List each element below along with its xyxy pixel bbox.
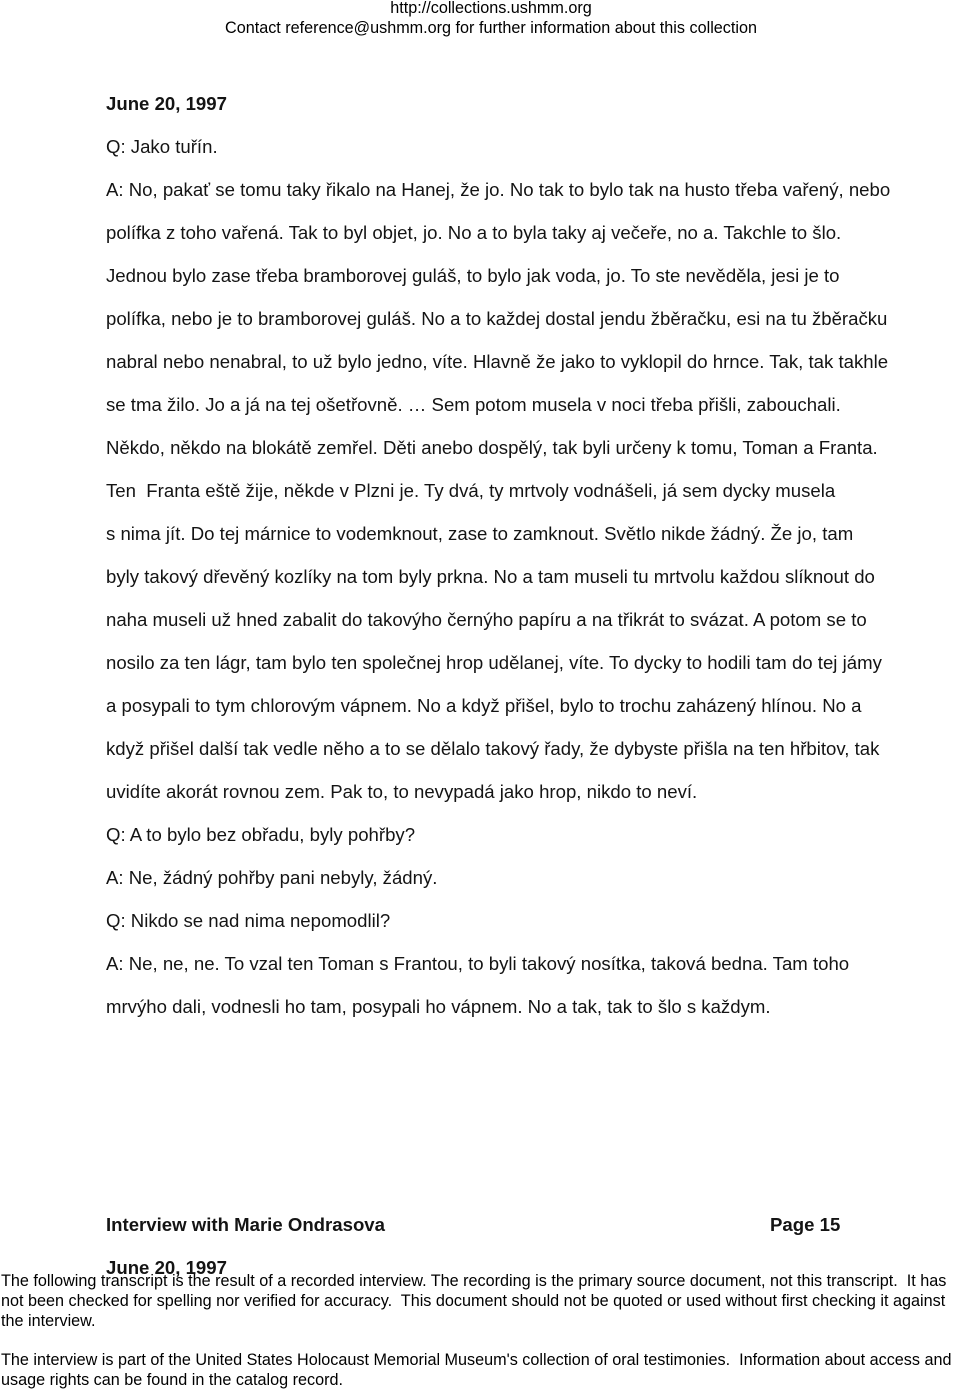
transcript-line: naha museli už hned zabalit do takovýho černýho papíru a na třikrát to svázat. A potom se to (106, 609, 867, 630)
transcript-line: Q: Nikdo se nad nima nepomodlil? (106, 910, 391, 931)
transcript-line: Ten Franta eště žije, někde v Plzni je. Ty dvá, ty mrtvoly vodnášeli, já sem dycky musela (106, 480, 836, 501)
transcript-line: se tma žilo. Jo a já na tej ošetřovně. … Sem potom musela v noci třeba přišli, zabouchali. (106, 394, 841, 415)
transcript-line: Q: Jako tuřín. (106, 136, 218, 157)
interview-title: Interview with Marie Ondrasova (106, 1214, 385, 1235)
transcript-line: A: Ne, ne, ne. To vzal ten Toman s Frantou, to byli takový nosítka, taková bedna. Tam toho (106, 953, 850, 974)
transcript-line: uvidíte akorát rovnou zem. Pak to, to nevypadá jako hrop, nikdo to neví. (106, 781, 698, 802)
transcript-line: polífka z toho vařená. Tak to byl objet, jo. No a to byla taky aj večeře, no a. Takchle to šlo. (106, 222, 842, 243)
transcript-line: s nima jít. Do tej márnice to vodemknout, zase to zamknout. Světlo nikde žádný. Že jo, tam (106, 523, 854, 544)
page-number: Page 15 (770, 1214, 841, 1235)
footer-title-row (106, 1203, 866, 1246)
rights-line: The interview is part of the United States Holocaust Memorial Museum's collection of oral testimonies. Information about access and (1, 1351, 952, 1369)
transcript-line: mrvýho dali, vodnesli ho tam, posypali ho vápnem. No a tak, tak to šlo s každym. (106, 996, 771, 1017)
transcript-line: nabral nebo nenabral, to už bylo jedno, víte. Hlavně že jako to vyklopil do hrnce. Tak, tak takhle (106, 351, 889, 372)
transcript-line: A: Ne, žádný pohřby pani nebyly, žádný. (106, 867, 438, 888)
transcript-date: June 20, 1997 (106, 93, 227, 114)
transcript-line: byly takový dřevěný kozlíky na tom byly prkna. No a tam museli tu mrtvolu každou slíknout do (106, 566, 875, 587)
transcript-body (106, 82, 890, 1028)
transcript-line: nosilo za ten lágr, tam bylo ten společnej hrop udělanej, víte. To dycky to hodili tam do tej jámy (106, 652, 882, 673)
footer-date: June 20, 1997 (106, 1257, 227, 1278)
usage-rights-notice (1, 1350, 952, 1390)
transcript-disclaimer (1, 1271, 946, 1331)
transcript-line: Někdo, někdo na blokátě zemřel. Děti anebo dospělý, tak byli určeny k tomu, Toman a Franta. (106, 437, 878, 458)
transcript-line: polífka, nebo je to bramborovej guláš. No a to každej dostal jendu žběračku, esi na tu žběračku (106, 308, 888, 329)
rights-line: usage rights can be found in the catalog record. (1, 1371, 343, 1389)
transcript-line: Jednou bylo zase třeba bramborovej guláš, to bylo jak voda, jo. To ste nevěděla, jesi je to (106, 265, 840, 286)
transcript-line: a posypali to tym chlorovým vápnem. No a když přišel, bylo to trochu zaházený hlínou. No a (106, 695, 862, 716)
page-header (0, 0, 960, 38)
transcript-line: Q: A to bylo bez obřadu, byly pohřby? (106, 824, 416, 845)
contact-note: Contact reference@ushmm.org for further information about this collection (225, 19, 757, 37)
disclaimer-line: not been checked for spelling nor verified for accuracy. This document should not be quoted or used without first checking it against (1, 1292, 946, 1310)
disclaimer-line: The following transcript is the result of a recorded interview. The recording is the primary source document, not this transcript. It has (1, 1272, 947, 1290)
disclaimer-line: the interview. (1, 1312, 96, 1330)
transcript-line: když přišel další tak vedle něho a to se dělalo takový řady, že dybyste přišla na ten hřbitov, tak (106, 738, 880, 759)
collection-url: http://collections.ushmm.org (390, 0, 592, 17)
transcript-line: A: No, pakať se tomu taky řikalo na Hanej, že jo. No tak to bylo tak na husto třeba vařený, nebo (106, 179, 891, 200)
